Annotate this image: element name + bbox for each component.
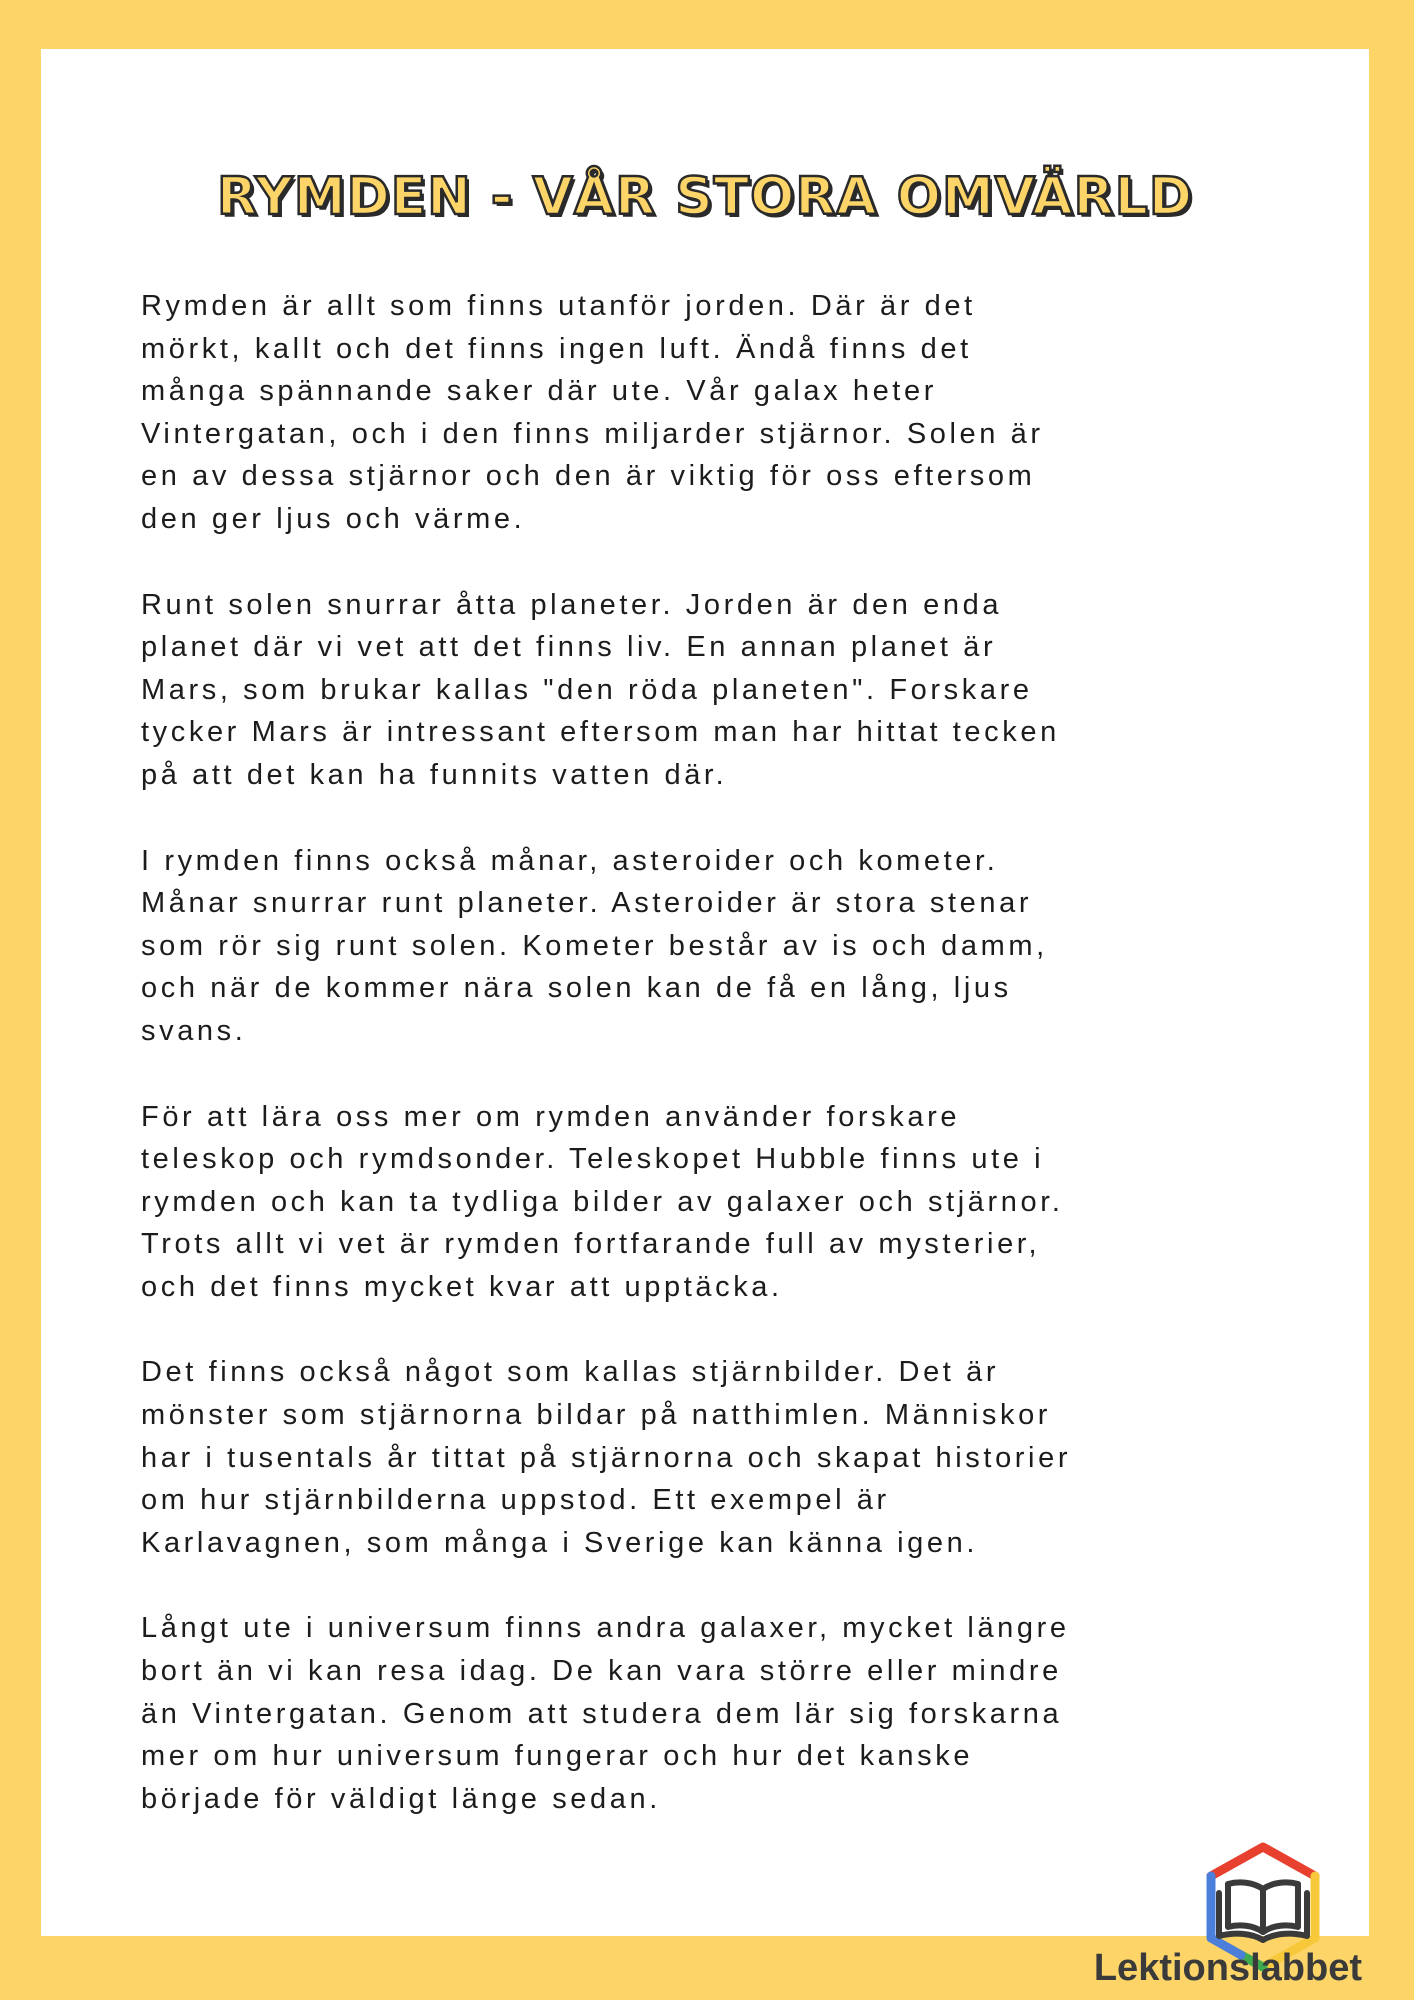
article-body	[141, 285, 1301, 1863]
worksheet-page	[41, 49, 1369, 1936]
page-title: RYMDEN - VÅR STORA OMVÄRLD	[217, 167, 1193, 227]
paragraph-1: Rymden är allt som finns utanför jorden. Där är det mörkt, kallt och det finns ingen luft. Ändå finns det många spännande saker där ute. Vår galax heter Vintergatan, och i den finns miljarder stjärnor. Solen är en av dessa stjärnor och den är viktig för oss eftersom den ger ljus och värme.	[141, 290, 1044, 535]
paragraph-4: För att lära oss mer om rymden använder forskare teleskop och rymdsonder. Teleskopet Hubble finns ute i rymden och kan ta tydliga bilder av galaxer och stjärnor. Trots allt vi vet är rymden fortfarande full av mysterier, och det finns mycket kvar att upptäcka.	[141, 1100, 1064, 1303]
paragraph-3: I rymden finns också månar, asteroider och kometer. Månar snurrar runt planeter. Asteroider är stora stenar som rör sig runt solen. Kometer består av is och damm, och när de kommer nära solen kan de få en lång, ljus svans.	[141, 844, 1048, 1047]
paragraph-2: Runt solen snurrar åtta planeter. Jorden är den enda planet där vi vet att det finns liv. En annan planet är Mars, som brukar kallas "den röda planeten". Forskare tycker Mars är intressant eftersom man har hittat tecken på att det kan ha funnits vatten där.	[141, 588, 1060, 791]
paragraph-6: Långt ute i universum finns andra galaxer, mycket längre bort än vi kan resa idag. De kan vara större eller mindre än Vintergatan. Genom att studera dem lär sig forskarna mer om hur universum fungerar och hur det kanske började för väldigt länge sedan.	[141, 1612, 1070, 1815]
paragraph-5: Det finns också något som kallas stjärnbilder. Det är mönster som stjärnorna bildar på natthimlen. Människor har i tusentals år tittat på stjärnorna och skapat historier om hur stjärnbilderna uppstod. Ett exempel är Karlavagnen, som många i Sverige kan känna igen.	[141, 1356, 1072, 1559]
brand-name: Lektionslabbet	[1093, 1947, 1362, 1989]
